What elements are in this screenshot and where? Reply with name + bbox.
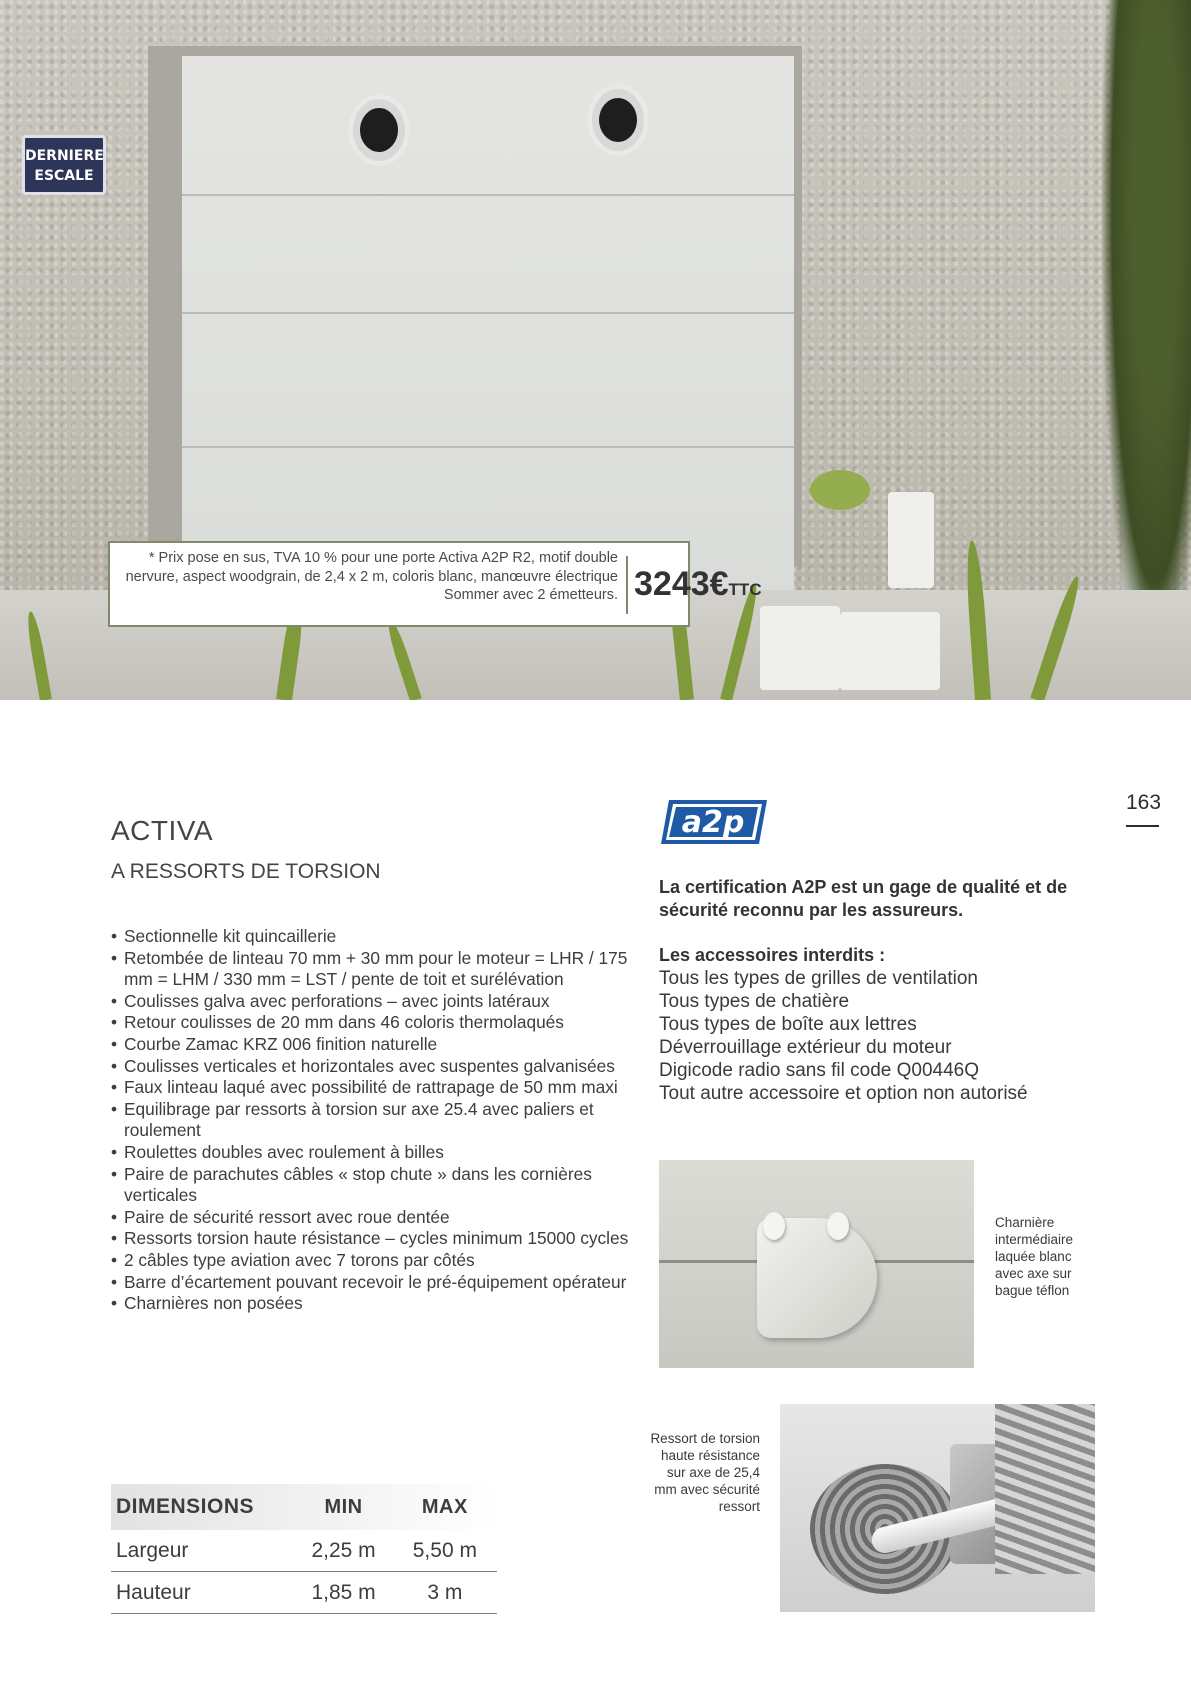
- feature-item: • Barre d’écartement pouvant recevoir le pré-équipement opérateur: [109, 1272, 629, 1294]
- dimension-min: 2,25 m: [294, 1530, 392, 1572]
- forbidden-item: Digicode radio sans fil code Q00446Q: [659, 1060, 980, 1081]
- forbidden-accessories-title: Les accessoires interdits :: [659, 945, 886, 965]
- page-number-rule: [1126, 825, 1159, 827]
- feature-item: • Coulisses galva avec perforations – avec joints latéraux: [109, 991, 629, 1013]
- planter: [760, 606, 840, 690]
- dimension-max: 5,50 m: [393, 1530, 497, 1572]
- feature-item: • Paire de sécurité ressort avec roue dentée: [109, 1207, 629, 1229]
- a2p-logo-text: a2p: [681, 805, 745, 840]
- product-subtitle: A RESSORTS DE TORSION: [111, 860, 381, 883]
- dimension-label: Largeur: [111, 1530, 294, 1572]
- door-panel-line: [182, 446, 794, 448]
- dimensions-table: [111, 1484, 497, 1614]
- porthole-window: [348, 94, 410, 166]
- planter: [840, 612, 940, 690]
- table-row: [111, 1530, 497, 1572]
- street-sign-line: ESCALE: [34, 168, 94, 184]
- feature-item: • Paire de parachutes câbles « stop chute » dans les cornières verticales: [109, 1164, 629, 1207]
- feature-item: • Coulisses verticales et horizontales avec suspentes galvanisées: [109, 1056, 629, 1078]
- max-header: MAX: [421, 1495, 468, 1518]
- feature-item: • 2 câbles type aviation avec 7 torons par côtés: [109, 1250, 629, 1272]
- feature-item: • Charnières non posées: [109, 1293, 629, 1315]
- hinge-photo: [659, 1160, 974, 1368]
- door-panel-line: [182, 312, 794, 314]
- dimension-max: 3 m: [393, 1572, 497, 1614]
- spring-coil: [995, 1404, 1095, 1574]
- product-title: ACTIVA: [111, 815, 214, 846]
- price-amount: 3243€: [634, 565, 729, 603]
- hinge-knob: [827, 1212, 849, 1240]
- price-value: [634, 565, 762, 604]
- price-separator: [626, 556, 628, 614]
- feature-item: • Equilibrage par ressorts à torsion sur axe 25.4 avec paliers et roulement: [109, 1099, 629, 1142]
- dimensions-header-row: [111, 1484, 497, 1530]
- min-header: MIN: [324, 1495, 363, 1518]
- feature-item: • Courbe Zamac KRZ 006 finition naturelle: [109, 1034, 629, 1056]
- price-unit: TTC: [728, 580, 762, 599]
- table-row: [111, 1572, 497, 1614]
- certification-text: La certification A2P est un gage de qualité et de sécurité reconnu par les assureurs.: [659, 877, 1068, 920]
- feature-list: [109, 926, 629, 1315]
- a2p-logo: [659, 798, 769, 846]
- forbidden-item: Tous types de chatière: [659, 991, 850, 1012]
- street-sign: [22, 135, 106, 195]
- feature-item: • Retour coulisses de 20 mm dans 46 coloris thermolaqués: [109, 1012, 629, 1034]
- feature-item: • Retombée de linteau 70 mm + 30 mm pour le moteur = LHR / 175 mm = LHM / 330 mm = LST / pente de toit et surélévation: [109, 948, 629, 991]
- hero-photo: [0, 0, 1191, 700]
- page-number: 163: [1126, 791, 1162, 814]
- spring-caption: Ressort de torsion haute résistance sur axe de 25,4 mm avec sécurité ressort: [650, 1431, 760, 1514]
- forbidden-item: Tous types de boîte aux lettres: [659, 1014, 917, 1035]
- feature-item: • Roulettes doubles avec roulement à billes: [109, 1142, 629, 1164]
- hinge-caption: Charnière intermédiaire laquée blanc avec axe sur bague téflon: [995, 1215, 1074, 1298]
- plant-bush: [810, 470, 870, 510]
- torsion-spring-photo: [780, 1404, 1095, 1612]
- dimension-label: Hauteur: [111, 1572, 294, 1614]
- door-panel-line: [182, 194, 794, 196]
- porthole-window: [587, 84, 649, 156]
- price-note: * Prix pose en sus, TVA 10 % pour une porte Activa A2P R2, motif double nervure, aspect woodgrain, de 2,4 x 2 m, coloris blanc, manœuvre électrique Sommer avec 2 émetteurs.: [125, 550, 618, 603]
- garage-door: [182, 56, 794, 596]
- forbidden-item: Tout autre accessoire et option non autorisé: [659, 1083, 1028, 1104]
- price-box: [108, 541, 762, 627]
- forbidden-item: Déverrouillage extérieur du moteur: [659, 1037, 952, 1058]
- hinge-knob: [763, 1212, 785, 1240]
- dimensions-header: DIMENSIONS: [116, 1495, 255, 1518]
- dimension-min: 1,85 m: [294, 1572, 392, 1614]
- feature-item: • Ressorts torsion haute résistance – cycles minimum 15000 cycles: [109, 1228, 629, 1250]
- planter: [888, 492, 934, 588]
- street-sign-line: DERNIERE: [25, 148, 104, 164]
- forbidden-accessories-list: [659, 967, 1028, 1105]
- feature-item: • Faux linteau laqué avec possibilité de rattrapage de 50 mm maxi: [109, 1077, 629, 1099]
- tree-foliage: [1100, 0, 1191, 690]
- feature-item: • Sectionnelle kit quincaillerie: [109, 926, 629, 948]
- forbidden-item: Tous les types de grilles de ventilation: [659, 968, 978, 989]
